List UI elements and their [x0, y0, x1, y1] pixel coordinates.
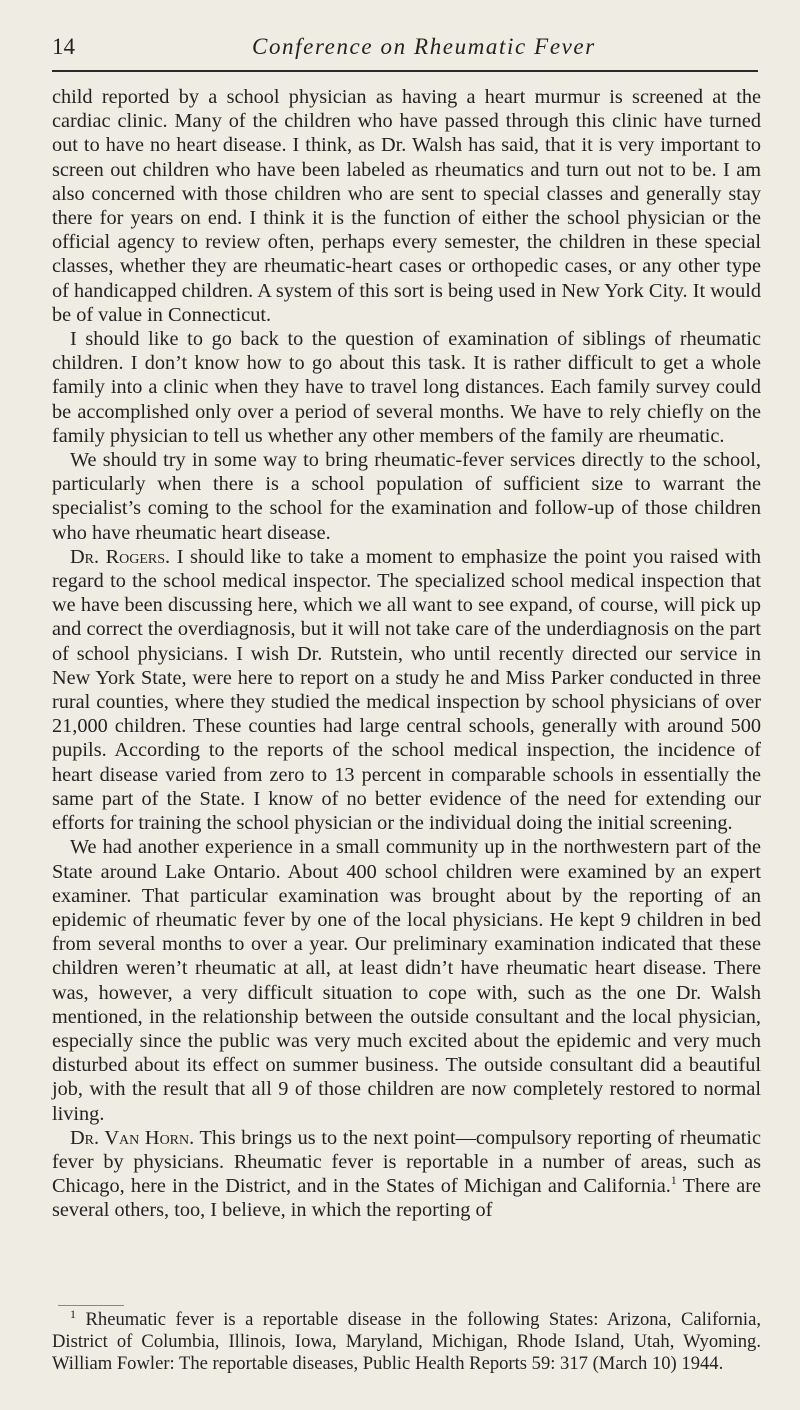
paragraph-text-continued: There are several others, too, I believe, in which the reporting of	[52, 1175, 761, 1222]
running-title: Conference on Rheumatic Fever	[252, 34, 596, 59]
page-number: 14	[52, 34, 75, 59]
paragraph-van-horn	[52, 1126, 761, 1223]
paragraph-lake-ontario: We had another experience in a small community up in the northwestern part of the State around Lake Ontario. About 400 school children were examined by an expert examiner. That particular examination was brought about by the reporting of an epidemic of rheumatic fever by one of the local physicians. He kept 9 children in bed from several months to over a year. Our preliminary examination indicated that these children weren’t rheumatic at all, at least didn’t have rheumatic heart disease. There was, however, a very difficult situation to cope with, such as the one Dr. Walsh mentioned, in the relationship between the outside consultant and the local physician, especially since the public was very much excited about the epidemic and very much disturbed about its effect on summer business. The outside consultant did a beautiful job, with the result that all 9 of those children are now completely restored to normal living.	[52, 836, 761, 1125]
paragraph-rogers	[52, 545, 761, 835]
paragraph-siblings: I should like to go back to the question of examination of siblings of rheumatic children. I don’t know how to go about this task. It is rather difficult to get a whole family into a clinic when they have to travel long distances. Each family survey could be accomplished only over a period of several months. We have to rely chiefly on the family physician to tell us whether any other members of the family are rheumatic.	[52, 328, 761, 447]
speaker-name: Dr. Rogers.	[70, 545, 171, 568]
speaker-name: Dr. Van Horn.	[70, 1126, 195, 1149]
footnote-reference: 1	[670, 1173, 677, 1188]
paragraph-school-services: We should try in some way to bring rheumatic-fever services directly to the school, particularly when there is a school population of sufficient size to warrant the specialist’s coming to the school for the examination and follow-up of those children who have rheumatic heart disease.	[52, 449, 761, 544]
header-rule	[52, 70, 758, 72]
paragraph-text: This brings us to the next point—compulsory reporting of rheumatic fever by physicians. Rheumatic fever is reportable in a number of areas, such as Chicago, here in the District, and in the States of Michigan and California.	[52, 1126, 761, 1198]
paragraph-continued: child reported by a school physician as having a heart murmur is screened at the cardiac clinic. Many of the children who have passed through this clinic have turned out to have no heart disease. I think, as Dr. Walsh has said, that it is very important to screen out children who have been labeled as rheumatics and turn out not to be. I am also concerned with those children who are sent to special classes and generally stay there for years on end. I think it is the function of either the school physician or the official agency to review often, perhaps every semester, the children in these special classes, whether they are rheumatic-heart cases or orthopedic cases, or any other type of handicapped children. A system of this sort is being used in New York City. It would be of value in Connecticut.	[52, 86, 761, 326]
footnote	[52, 1306, 761, 1375]
footnote-rule	[58, 1305, 124, 1306]
page-header	[52, 32, 758, 66]
paragraph-text: I should like to take a moment to emphasize the point you raised with regard to the school medical inspector. The specialized school medical inspection that we have been discussing here, which we all want to see expand, of course, will pick up and correct the overdiagnosis, but it will not take care of the underdiagnosis on the part of school physicians. I wish Dr. Rutstein, who until recently directed our service in New York State, were here to report on a study he and Miss Parker conducted in three rural counties, where they studied the medical inspection by school physicians of over 21,000 children. These counties had large central schools, generally with around 500 pupils. According to the reports of the school medical inspection, the incidence of heart disease varied from zero to 13 percent in comparable schools in essentially the same part of the State. I know of no better evidence of the need for extending our efforts for training the school physician or the individual doing the initial screening.	[52, 545, 761, 835]
body-text	[52, 85, 761, 1223]
footnote-marker: 1	[70, 1306, 76, 1321]
footnote-text: Rheumatic fever is a reportable disease in the following States: Arizona, California, District of Columbia, Illinois, Iowa, Maryland, Michigan, Rhode Island, Utah, Wyoming. William Fowler: The reportable diseases, Public Health Reports 59: 317 (March 10) 1944.	[52, 1309, 761, 1374]
